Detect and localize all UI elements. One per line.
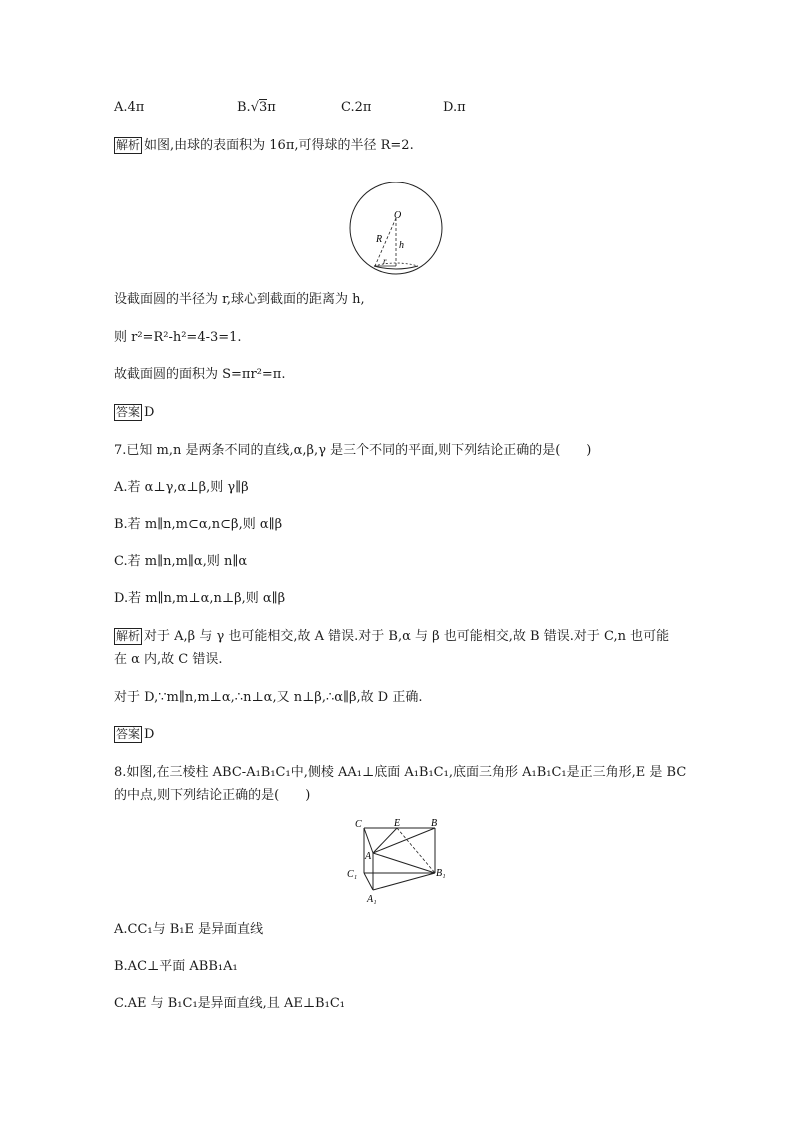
question-8-option-c: C.AE 与 B₁C₁是异面直线,且 AE⊥B₁C₁ xyxy=(114,996,345,1011)
section-front xyxy=(374,266,418,269)
question-8-stem: 8.如图,在三棱柱 ABC-A₁B₁C₁中,侧棱 AA₁⊥底面 A₁B₁C₁,底面三角形 A₁B₁C₁是正三角形,E 是 BC xyxy=(114,765,687,780)
solution-line: 对于 D,∵m∥n,m⊥α,∴n⊥α,又 n⊥β,∴α∥β,故 D 正确. xyxy=(114,690,423,705)
label-r: r xyxy=(383,256,387,266)
option-d: D.π xyxy=(443,100,466,115)
label-A1: A₁ xyxy=(367,894,377,904)
label-E: E xyxy=(394,818,401,829)
answer-value: D xyxy=(144,405,155,420)
option-b-prefix: B. xyxy=(237,100,251,115)
solution-line xyxy=(114,628,669,646)
label-A: A xyxy=(365,851,372,862)
solution-tag: 解析 xyxy=(116,629,141,643)
label-B1: B₁ xyxy=(436,868,446,879)
label-h: h xyxy=(399,240,404,251)
solution-text: 如图,由球的表面积为 16π,可得球的半径 R=2. xyxy=(144,138,414,153)
question-8-stem-cont: 的中点,则下列结论正确的是( ) xyxy=(114,788,311,803)
question-7-stem: 7.已知 m,n 是两条不同的直线,α,β,γ 是三个不同的平面,则下列结论正确的是( ) xyxy=(114,443,592,458)
sqrt-symbol: √ xyxy=(250,100,259,115)
answer-line xyxy=(114,726,154,744)
question-7-option-b: B.若 m∥n,m⊂α,n⊂β,则 α∥β xyxy=(114,517,283,532)
edge-AE xyxy=(373,828,397,853)
solution-line xyxy=(114,137,414,155)
solution-tag: 解析 xyxy=(116,138,141,152)
answer-tag: 答案 xyxy=(116,405,141,419)
label-R: R xyxy=(376,234,383,245)
label-C: C xyxy=(355,819,362,830)
option-c: C.2π xyxy=(341,100,372,115)
solution-line: 设截面圆的半径为 r,球心到截面的距离为 h, xyxy=(114,292,365,307)
sphere-figure xyxy=(346,182,446,276)
edge-C1A1 xyxy=(364,873,373,890)
option-b-suffix: π xyxy=(267,100,276,115)
edge-A1B1 xyxy=(373,873,435,890)
edge-AB1 xyxy=(373,853,435,873)
solution-line: 则 r²=R²-h²=4-3=1. xyxy=(114,330,242,345)
label-C1: C₁ xyxy=(347,869,358,880)
prism-figure xyxy=(344,818,450,904)
option-a: A.4π xyxy=(114,100,145,115)
answer-tag: 答案 xyxy=(116,727,141,741)
edge-EB1 xyxy=(397,828,435,873)
option-b xyxy=(237,100,276,115)
question-7-option-d: D.若 m∥n,m⊥α,n⊥β,则 α∥β xyxy=(114,591,286,606)
question-7-option-c: C.若 m∥n,m∥α,则 n∥α xyxy=(114,554,248,569)
answer-value: D xyxy=(144,727,155,742)
answer-line xyxy=(114,404,154,422)
label-O: O xyxy=(394,210,402,221)
question-8-option-a: A.CC₁与 B₁E 是异面直线 xyxy=(114,922,264,937)
question-7-option-a: A.若 α⊥γ,α⊥β,则 γ∥β xyxy=(114,480,249,495)
edge-CA xyxy=(364,828,373,853)
solution-line: 在 α 内,故 C 错误. xyxy=(114,652,223,667)
option-b-radicand: 3 xyxy=(258,100,268,115)
label-B: B xyxy=(431,818,438,829)
solution-text: 对于 A,β 与 γ 也可能相交,故 A 错误.对于 B,α 与 β 也可能相交,故 B 错误.对于 C,n 也可能 xyxy=(144,629,670,644)
edge-AB xyxy=(373,828,435,853)
solution-line: 故截面圆的面积为 S=πr²=π. xyxy=(114,367,286,382)
question-8-option-b: B.AC⊥平面 ABB₁A₁ xyxy=(114,959,238,974)
